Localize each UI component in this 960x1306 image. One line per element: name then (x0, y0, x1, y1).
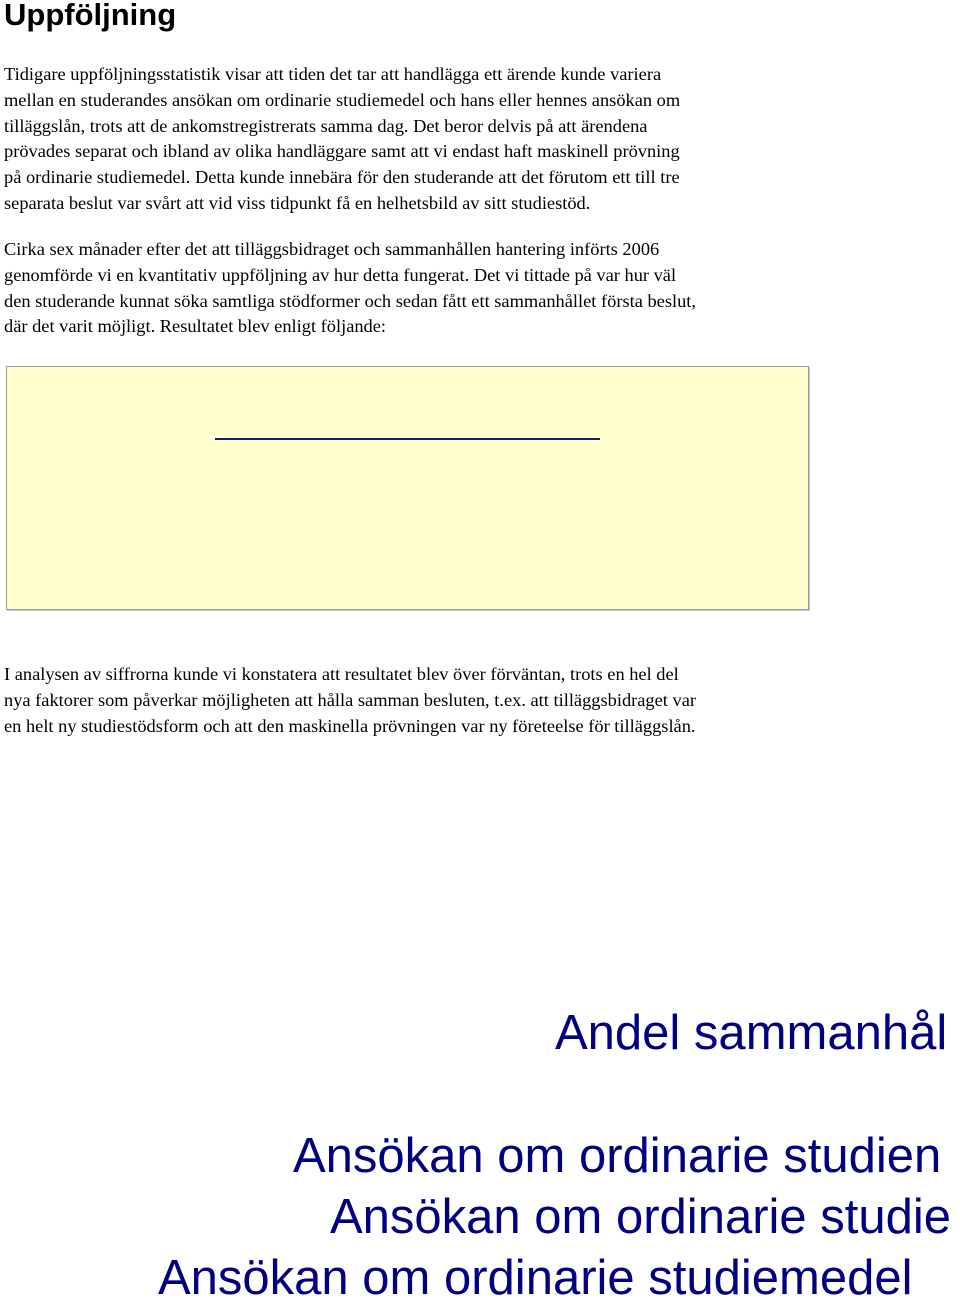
intro-paragraph (4, 62, 680, 217)
followup-paragraph (4, 237, 696, 340)
text-line: genomförde vi en kvantitativ uppföljning av hur detta fungerat. Det vi tittade på var hur väl (4, 264, 677, 285)
chart-label-text: Ansökan om ordinarie studiemedel (158, 1251, 913, 1305)
chart-label-text: Ansökan om ordinarie studien (293, 1129, 942, 1183)
text-line: separata beslut var svårt att vid viss tidpunkt få en helhetsbild av sitt studiestöd. (4, 192, 591, 213)
text-line: prövades separat och ibland av olika handläggare samt att vi endast haft maskinell prövning (4, 141, 680, 162)
chart-label-text: Ansökan om ordinarie studie (330, 1190, 952, 1244)
analysis-paragraph (4, 662, 696, 739)
text-line: Tidigare uppföljningsstatistik visar att tiden det tar att handlägga ett ärende kunde variera (4, 64, 662, 84)
page-heading: Uppföljning (4, 0, 177, 32)
text-line: där det varit möjligt. Resultatet blev enligt följande: (4, 316, 387, 337)
text-line: på ordinarie studiemedel. Detta kunde innebära för den studerande att det förutom ett till tre (4, 167, 680, 188)
text-line: Cirka sex månader efter det att tilläggsbidraget och sammanhållen hantering införts 2006 (4, 239, 660, 259)
chart-area (6, 366, 809, 610)
text-line: mellan en studerandes ansökan om ordinarie studiemedel och hans eller hennes ansökan om (4, 89, 681, 110)
text-line: nya faktorer som påverkar möjligheten att hålla samman besluten, t.ex. att tilläggsbidraget var (4, 689, 696, 710)
text-line: en helt ny studiestödsform och att den maskinella prövningen var ny företeelse för tilläggslån. (4, 715, 696, 736)
text-line: I analysen av siffrorna kunde vi konstatera att resultatet blev över förväntan, trots en hel del (4, 664, 679, 684)
text-line: tilläggslån, trots att de ankomstregistrerats samma dag. Det beror delvis på att ärendena (4, 115, 648, 136)
chart-title-text: Andel sammanhål (555, 1006, 948, 1060)
text-line: den studerande kunnat söka samtliga stödformer och sedan fått ett sammanhållet första beslut, (4, 290, 697, 311)
chart-title-rule (215, 438, 600, 440)
